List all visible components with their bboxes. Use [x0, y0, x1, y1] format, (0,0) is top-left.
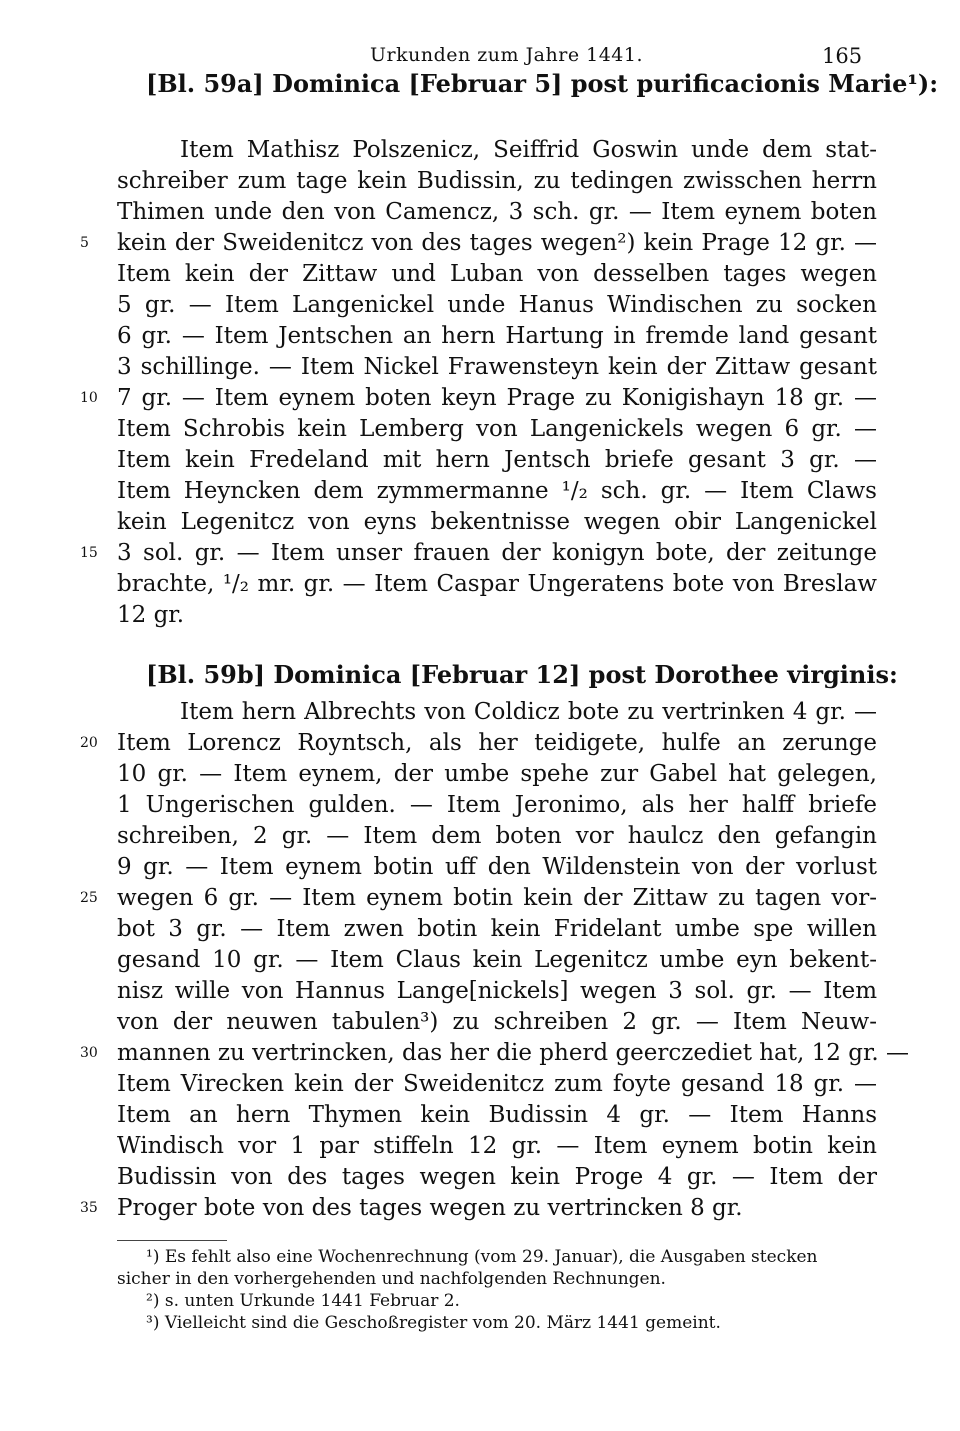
text-line: Item hern Albrechts von Coldicz bote zu vertrinken 4 gr. — — [180, 699, 877, 725]
line-number: 5 — [80, 235, 89, 251]
text-line: schreiber zum tage kein Budissin, zu tedingen zwisschen herrn — [117, 168, 877, 194]
text-line: 10 gr. — Item eynem, der umbe spehe zur Gabel hat gelegen, — [117, 761, 877, 787]
footnote: ³) Vielleicht sind die Geschoßregister vom 20. März 1441 gemeint. — [146, 1313, 721, 1333]
text-line: 1 Ungerischen gulden. — Item Jeronimo, als her halff briefe — [117, 792, 877, 818]
text-line: brachte, ¹/₂ mr. gr. — Item Caspar Ungeratens bote von Breslaw — [117, 571, 877, 597]
text-line: 3 sol. gr. — Item unser frauen der konigyn bote, der zeitunge — [117, 540, 877, 566]
text-line: Item Heyncken dem zymmermanne ¹/₂ sch. gr. — Item Claws — [117, 478, 877, 504]
text-line: 9 gr. — Item eynem botin uff den Wildenstein von der vorlust — [117, 854, 877, 880]
text-line: Item Virecken kein der Sweidenitcz zum foyte gesand 18 gr. — — [117, 1071, 877, 1097]
line-number: 15 — [80, 545, 98, 561]
text-line: Windisch vor 1 par stiffeln 12 gr. — Item eynem botin kein — [117, 1133, 877, 1159]
text-line: 6 gr. — Item Jentschen an hern Hartung in fremde land gesant — [117, 323, 877, 349]
text-line: kein Legenitcz von eyns bekentnisse wegen obir Langenickel — [117, 509, 877, 535]
text-line: Thimen unde den von Camencz, 3 sch. gr. — Item eynem boten — [117, 199, 877, 225]
text-line: Item kein der Zittaw und Luban von desselben tages wegen — [117, 261, 877, 287]
text-line: Budissin von des tages wegen kein Proge 4 gr. — Item der — [117, 1164, 877, 1190]
text-line: gesand 10 gr. — Item Claus kein Legenitcz umbe eyn bekent- — [117, 947, 877, 973]
text-line: Item kein Fredeland mit hern Jentsch briefe gesant 3 gr. — — [117, 447, 877, 473]
footnote-divider — [117, 1240, 227, 1241]
footnote-continuation: sicher in den vorhergehenden und nachfolgenden Rechnungen. — [117, 1269, 666, 1289]
footnote: ¹) Es fehlt also eine Wochenrechnung (vom 29. Januar), die Ausgaben stecken — [146, 1247, 818, 1267]
text-line: Item an hern Thymen kein Budissin 4 gr. — Item Hanns — [117, 1102, 877, 1128]
line-number: 20 — [80, 735, 98, 751]
text-line: Proger bote von des tages wegen zu vertrincken 8 gr. — [117, 1195, 743, 1221]
line-number: 10 — [80, 390, 98, 406]
text-line: Item Lorencz Royntsch, als her teidigete, hulfe an zerunge — [117, 730, 877, 756]
text-line: bot 3 gr. — Item zwen botin kein Fridelant umbe spe willen — [117, 916, 877, 942]
text-line: kein der Sweidenitcz von des tages wegen²) kein Prage 12 gr. — — [117, 230, 877, 256]
text-line: 5 gr. — Item Langenickel unde Hanus Windischen zu socken — [117, 292, 877, 318]
text-line: 7 gr. — Item eynem boten keyn Prage zu Konigishayn 18 gr. — — [117, 385, 877, 411]
footnote: ²) s. unten Urkunde 1441 Februar 2. — [146, 1291, 460, 1311]
text-line: Item Mathisz Polszenicz, Seiffrid Goswin unde dem stat- — [180, 137, 877, 163]
line-number: 30 — [80, 1045, 98, 1061]
text-line: mannen zu vertrincken, das her die pherd geerczediet hat, 12 gr. — — [117, 1040, 910, 1066]
running-header: Urkunden zum Jahre 1441. — [370, 44, 644, 66]
text-line: nisz wille von Hannus Lange[nickels] wegen 3 sol. gr. — Item — [117, 978, 877, 1004]
text-line: von der neuwen tabulen³) zu schreiben 2 gr. — Item Neuw- — [117, 1009, 877, 1035]
page-number: 165 — [822, 44, 863, 68]
line-number: 25 — [80, 890, 98, 906]
text-line: schreiben, 2 gr. — Item dem boten vor haulcz den gefangin — [117, 823, 877, 849]
text-line: wegen 6 gr. — Item eynem botin kein der Zittaw zu tagen vor- — [117, 885, 877, 911]
text-line: 12 gr. — [117, 602, 185, 628]
text-line: Item Schrobis kein Lemberg von Langenickels wegen 6 gr. — — [117, 416, 877, 442]
section-heading: [Bl. 59a] Dominica [Februar 5] post purificacionis Marie¹): — [146, 69, 939, 98]
line-number: 35 — [80, 1200, 98, 1216]
text-line: 3 schillinge. — Item Nickel Frawensteyn kein der Zittaw gesant — [117, 354, 877, 380]
section-heading: [Bl. 59b] Dominica [Februar 12] post Dorothee virginis: — [146, 660, 898, 689]
